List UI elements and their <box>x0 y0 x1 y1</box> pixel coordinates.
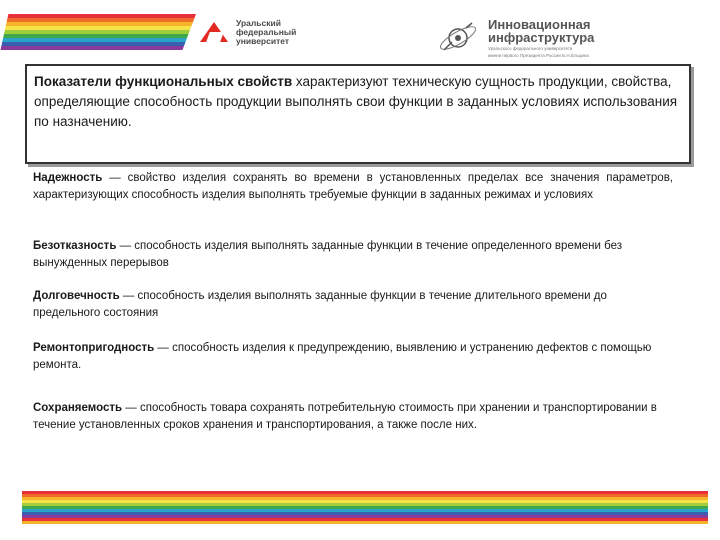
infra-title-2: инфраструктура <box>488 30 595 45</box>
definition-term: Безотказность <box>33 240 117 252</box>
urfu-logo <box>200 18 296 46</box>
definition-text: — способность изделия выполнять заданные функции в течение определенного времени без вынужденных перерывов <box>33 240 622 269</box>
urfu-line-2: федеральный <box>236 26 297 37</box>
lead-definition-box <box>25 64 691 164</box>
definition-text: — способность товара сохранять потребительную стоимость при хранении и транспортировании в течение установленных сроков хранения и транспортирования, а также после них. <box>33 402 657 431</box>
definition-maintainability <box>33 340 673 374</box>
infrastructure-logo <box>436 18 594 58</box>
infra-subtitle-2: имени первого Президента России Б.Н.Ельцина <box>488 53 589 58</box>
urfu-line-3: университет <box>236 35 290 46</box>
definition-text: — способность изделия к предупреждению, выявлению и устранению дефектов с помощью ремонта. <box>33 342 652 371</box>
definition-reliability <box>33 170 673 204</box>
definition-text: — способность изделия выполнять заданные функции в течение длительного времени до предельного состояния <box>33 290 607 319</box>
definition-preservability <box>33 400 673 434</box>
satellite-emblem-icon <box>436 20 480 56</box>
definition-failure-free <box>33 238 673 272</box>
bottom-stripes <box>22 491 708 524</box>
definition-text: — свойство изделия сохранять во времени в установленных пределах все значения параметров, характеризующих способность изделия выполнять требуемые функции в заданных режимах и условиях <box>33 172 673 201</box>
infra-subtitle-1: Уральского федерального университета <box>488 46 573 51</box>
lead-term: Показатели функциональных свойств <box>34 74 293 89</box>
definition-durability <box>33 288 673 322</box>
infra-title-1: Инновационная <box>488 17 591 32</box>
definition-term: Ремонтопригодность <box>33 342 155 354</box>
lead-text: характеризуют техническую сущность продукции, свойства, определяющие способность продукции выполнять свои функции в заданных условиях использования по назначению. <box>34 74 678 129</box>
urfu-line-1: Уральский <box>236 17 281 28</box>
urfu-logo-icon <box>200 18 228 46</box>
top-right-stripes <box>0 14 70 52</box>
definition-term: Надежность <box>33 172 103 184</box>
definition-term: Сохраняемость <box>33 402 123 414</box>
definition-term: Долговечность <box>33 290 120 302</box>
